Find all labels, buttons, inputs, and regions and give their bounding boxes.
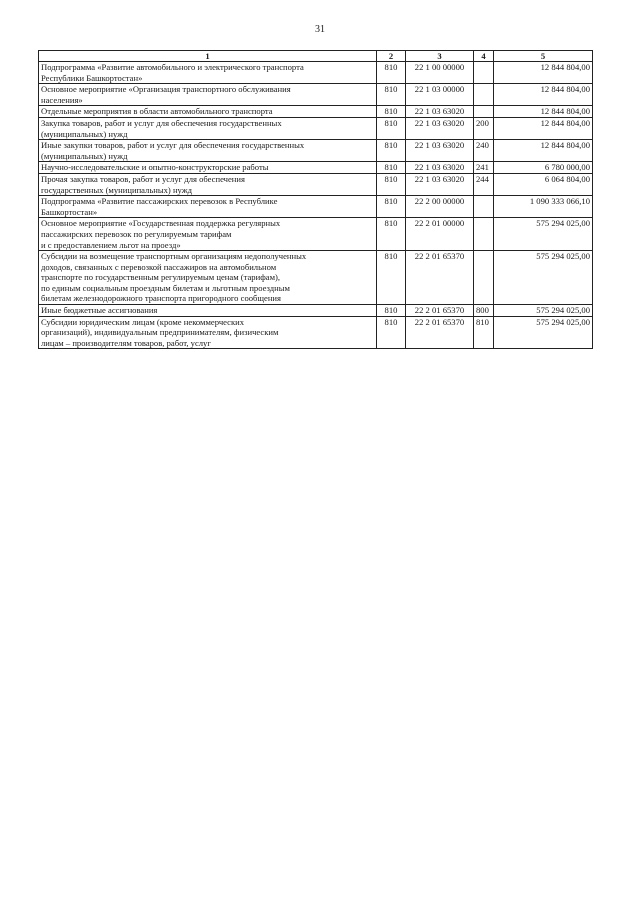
cell-sum: 6 780 000,00 (494, 162, 593, 174)
cell-csr: 22 2 01 65370 (406, 316, 474, 349)
cell-name: Субсидии на возмещение транспортным организациям недополученных доходов, связанных с перевозкой пассажиров на автомобильном транспорте по государственным регулируемым ценам (тарифам), по единым социальным проездным билетам и льготным проездным билетам железнодорожного транспорта пригородного сообщения (39, 251, 377, 305)
header-vr: 4 (474, 51, 494, 62)
cell-name: Научно-исследовательские и опытно-конструкторские работы (39, 162, 377, 174)
cell-grbs: 810 (377, 62, 406, 84)
cell-grbs: 810 (377, 218, 406, 251)
cell-grbs: 810 (377, 196, 406, 218)
page-number: 31 (315, 24, 325, 35)
header-grbs: 2 (377, 51, 406, 62)
table-row (39, 140, 593, 162)
cell-sum: 575 294 025,00 (494, 316, 593, 349)
cell-sum: 12 844 804,00 (494, 106, 593, 118)
cell-vr: 244 (474, 173, 494, 195)
cell-sum: 575 294 025,00 (494, 218, 593, 251)
cell-grbs: 810 (377, 173, 406, 195)
cell-sum: 12 844 804,00 (494, 117, 593, 139)
cell-name: Закупка товаров, работ и услуг для обеспечения государственных (муниципальных) нужд (39, 117, 377, 139)
cell-sum: 1 090 333 066,10 (494, 196, 593, 218)
table-row (39, 218, 593, 251)
cell-csr: 22 1 03 63020 (406, 173, 474, 195)
cell-sum: 12 844 804,00 (494, 62, 593, 84)
cell-name: Подпрограмма «Развитие пассажирских перевозок в Республике Башкортостан» (39, 196, 377, 218)
budget-table (38, 50, 593, 349)
cell-vr (474, 106, 494, 118)
table-row (39, 196, 593, 218)
cell-name: Иные бюджетные ассигнования (39, 305, 377, 317)
table-row (39, 251, 593, 305)
cell-csr: 22 1 03 63020 (406, 117, 474, 139)
header-sum: 5 (494, 51, 593, 62)
cell-sum: 12 844 804,00 (494, 84, 593, 106)
cell-name: Основное мероприятие «Государственная поддержка регулярных пассажирских перевозок по регулируемым тарифам и с предоставлением льгот на проезд» (39, 218, 377, 251)
cell-grbs: 810 (377, 117, 406, 139)
table-row (39, 62, 593, 84)
header-name: 1 (39, 51, 377, 62)
cell-sum: 12 844 804,00 (494, 140, 593, 162)
cell-name: Отдельные мероприятия в области автомобильного транспорта (39, 106, 377, 118)
cell-grbs: 810 (377, 316, 406, 349)
cell-name: Субсидии юридическим лицам (кроме некоммерческих организаций), индивидуальным предпринимателям, физическим лицам – производителям товаров, работ, услуг (39, 316, 377, 349)
table-row (39, 316, 593, 349)
table-row (39, 162, 593, 174)
cell-csr: 22 1 00 00000 (406, 62, 474, 84)
cell-csr: 22 1 03 63020 (406, 140, 474, 162)
table-row (39, 117, 593, 139)
cell-vr (474, 84, 494, 106)
cell-sum: 575 294 025,00 (494, 305, 593, 317)
cell-vr: 800 (474, 305, 494, 317)
cell-vr: 240 (474, 140, 494, 162)
cell-grbs: 810 (377, 162, 406, 174)
cell-name: Подпрограмма «Развитие автомобильного и электрического транспорта Республики Башкортостан» (39, 62, 377, 84)
cell-vr (474, 218, 494, 251)
cell-csr: 22 1 03 00000 (406, 84, 474, 106)
cell-csr: 22 2 00 00000 (406, 196, 474, 218)
table-row (39, 173, 593, 195)
table-row (39, 84, 593, 106)
cell-vr (474, 196, 494, 218)
cell-grbs: 810 (377, 140, 406, 162)
cell-sum: 6 064 804,00 (494, 173, 593, 195)
cell-csr: 22 2 01 65370 (406, 251, 474, 305)
cell-vr (474, 62, 494, 84)
cell-csr: 22 1 03 63020 (406, 162, 474, 174)
cell-grbs: 810 (377, 305, 406, 317)
cell-vr: 810 (474, 316, 494, 349)
header-row (39, 51, 593, 62)
cell-name: Прочая закупка товаров, работ и услуг для обеспечения государственных (муниципальных) нужд (39, 173, 377, 195)
cell-grbs: 810 (377, 106, 406, 118)
header-csr: 3 (406, 51, 474, 62)
cell-vr: 241 (474, 162, 494, 174)
cell-sum: 575 294 025,00 (494, 251, 593, 305)
cell-grbs: 810 (377, 84, 406, 106)
cell-vr (474, 251, 494, 305)
cell-name: Иные закупки товаров, работ и услуг для обеспечения государственных (муниципальных) нужд (39, 140, 377, 162)
table-row (39, 305, 593, 317)
cell-grbs: 810 (377, 251, 406, 305)
cell-csr: 22 1 03 63020 (406, 106, 474, 118)
cell-vr: 200 (474, 117, 494, 139)
cell-csr: 22 2 01 65370 (406, 305, 474, 317)
cell-csr: 22 2 01 00000 (406, 218, 474, 251)
table-row (39, 106, 593, 118)
cell-name: Основное мероприятие «Организация транспортного обслуживания населения» (39, 84, 377, 106)
